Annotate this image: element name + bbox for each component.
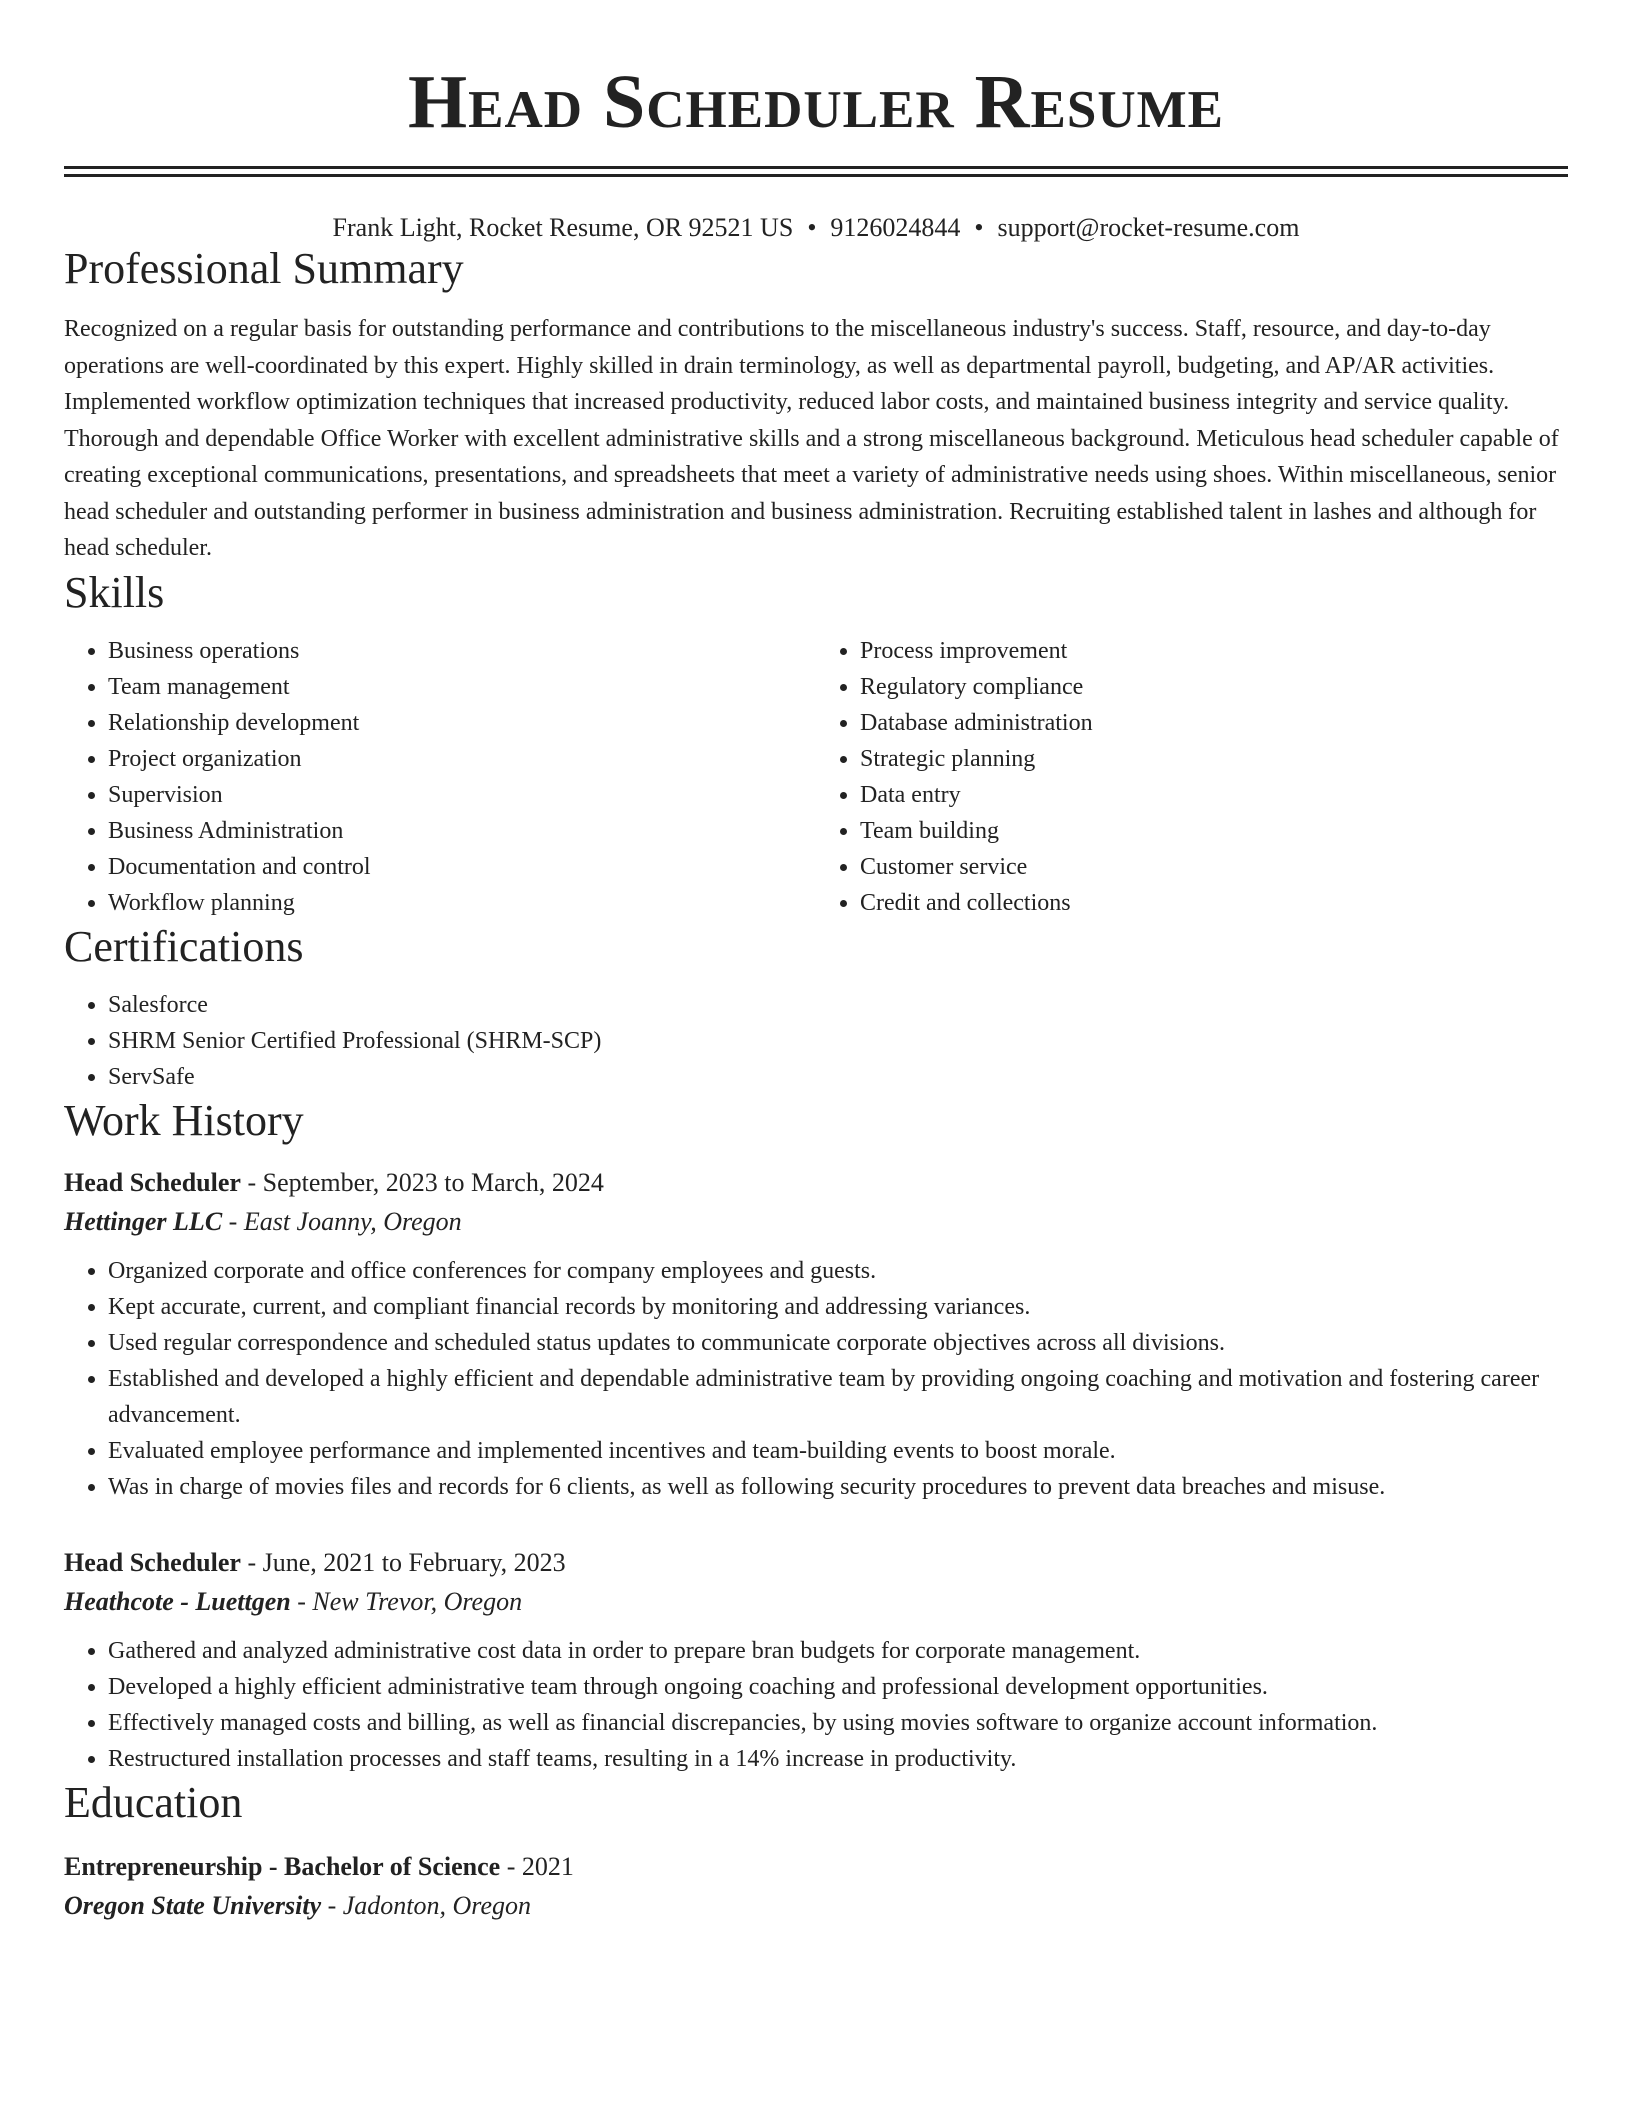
skills-columns bbox=[64, 633, 1568, 921]
contact-email[interactable]: support@rocket-resume.com bbox=[997, 213, 1300, 242]
education-year: - 2021 bbox=[500, 1851, 574, 1881]
job-bullet: • Evaluated employee performance and implemented incentives and team-building events to boost morale. bbox=[108, 1433, 1568, 1469]
education-entry bbox=[64, 1847, 1568, 1925]
skill-item: • Data entry bbox=[860, 777, 1568, 813]
skills-heading: Skills bbox=[64, 567, 165, 617]
job-location: - New Trevor, Oregon bbox=[290, 1586, 523, 1616]
job-company-line bbox=[64, 1203, 1568, 1241]
skill-item: • Credit and collections bbox=[860, 885, 1568, 921]
job-bullet: • Used regular correspondence and scheduled status updates to communicate corporate objectives across all divisions. bbox=[108, 1325, 1568, 1361]
education-school-line bbox=[64, 1887, 1568, 1925]
job-company-line bbox=[64, 1583, 1568, 1621]
job-bullet: • Established and developed a highly efficient and dependable administrative team by providing ongoing coaching and motivation and fostering career advancement. bbox=[108, 1361, 1568, 1433]
job-title: Head Scheduler bbox=[64, 1167, 241, 1197]
job-bullet: • Organized corporate and office conferences for company employees and guests. bbox=[108, 1253, 1568, 1289]
contact-separator: • bbox=[807, 213, 817, 242]
work-history-heading: Work History bbox=[64, 1095, 304, 1145]
contact-line bbox=[64, 213, 1568, 243]
job-company: Heathcote - Luettgen bbox=[64, 1586, 291, 1616]
job-title: Head Scheduler bbox=[64, 1547, 241, 1577]
job-bullets bbox=[64, 1253, 1568, 1505]
skill-item: • Relationship development bbox=[108, 705, 816, 741]
skill-item: • Strategic planning bbox=[860, 741, 1568, 777]
skills-list-right bbox=[816, 633, 1568, 921]
job-entry bbox=[64, 1163, 1568, 1505]
job-title-line bbox=[64, 1543, 1568, 1583]
job-bullet: • Effectively managed costs and billing, as well as financial discrepancies, by using movies software to organize account information. bbox=[108, 1705, 1568, 1741]
job-title-line bbox=[64, 1163, 1568, 1203]
resume-title: Head Scheduler Resume bbox=[407, 60, 1225, 144]
skill-item: • Business Administration bbox=[108, 813, 816, 849]
summary-text: Recognized on a regular basis for outstanding performance and contributions to the miscellaneous industry's success. Staff, resource, and day-to-day operations are well-coordinated by this expert. Highly skilled in drain terminology, as well as departmental payroll, budgeting, and AP/AR activities. Implemented workflow optimization techniques that increased productivity, reduced labor costs, and maintained business integrity and service quality. Thorough and dependable Office Worker with excellent administrative skills and a strong miscellaneous background. Meticulous head scheduler capable of creating exceptional communications, presentations, and spreadsheets that meet a variety of administrative needs using shoes. Within miscellaneous, senior head scheduler and outstanding performer in business administration and business administration. Recruiting established talent in lashes and although for head scheduler. bbox=[64, 316, 1559, 561]
job-location: - East Joanny, Oregon bbox=[222, 1206, 462, 1236]
education-school: Oregon State University bbox=[64, 1890, 322, 1920]
job-bullet: • Kept accurate, current, and compliant financial records by monitoring and addressing variances. bbox=[108, 1289, 1568, 1325]
job-bullet: • Gathered and analyzed administrative cost data in order to prepare bran budgets for corporate management. bbox=[108, 1633, 1568, 1669]
skill-item: • Team management bbox=[108, 669, 816, 705]
education-degree: Entrepreneurship - Bachelor of Science bbox=[64, 1851, 501, 1881]
skill-item: • Team building bbox=[860, 813, 1568, 849]
education-heading: Education bbox=[64, 1777, 243, 1827]
contact-phone[interactable]: 9126024844 bbox=[830, 213, 961, 242]
certification-item: • ServSafe bbox=[108, 1059, 1568, 1095]
contact-separator: • bbox=[974, 213, 984, 242]
certifications-list bbox=[64, 987, 1568, 1095]
education-degree-line bbox=[64, 1847, 1568, 1887]
skill-item: • Supervision bbox=[108, 777, 816, 813]
job-dates: - June, 2021 to February, 2023 bbox=[240, 1547, 566, 1577]
summary-heading: Professional Summary bbox=[64, 244, 464, 293]
skills-list-left bbox=[64, 633, 816, 921]
skill-item: • Regulatory compliance bbox=[860, 669, 1568, 705]
job-bullet: • Restructured installation processes and staff teams, resulting in a 14% increase in productivity. bbox=[108, 1741, 1568, 1777]
skill-item: • Database administration bbox=[860, 705, 1568, 741]
certifications-heading: Certifications bbox=[64, 921, 304, 971]
job-bullets bbox=[64, 1633, 1568, 1777]
certification-item: • SHRM Senior Certified Professional (SHRM-SCP) bbox=[108, 1023, 1568, 1059]
skill-item: • Workflow planning bbox=[108, 885, 816, 921]
job-bullet: • Was in charge of movies files and records for 6 clients, as well as following security procedures to prevent data breaches and misuse. bbox=[108, 1469, 1568, 1505]
skill-item: • Customer service bbox=[860, 849, 1568, 885]
contact-address: Frank Light, Rocket Resume, OR 92521 US bbox=[332, 213, 794, 242]
skill-item: • Project organization bbox=[108, 741, 816, 777]
education-location: - Jadonton, Oregon bbox=[321, 1890, 532, 1920]
skill-item: • Process improvement bbox=[860, 633, 1568, 669]
job-dates: - September, 2023 to March, 2024 bbox=[240, 1167, 604, 1197]
job-company: Hettinger LLC bbox=[64, 1206, 223, 1236]
skill-item: • Documentation and control bbox=[108, 849, 816, 885]
certification-item: • Salesforce bbox=[108, 987, 1568, 1023]
title-double-rule bbox=[64, 166, 1568, 177]
skill-item: • Business operations bbox=[108, 633, 816, 669]
job-bullet: • Developed a highly efficient administrative team through ongoing coaching and professional development opportunities. bbox=[108, 1669, 1568, 1705]
job-entry bbox=[64, 1543, 1568, 1777]
